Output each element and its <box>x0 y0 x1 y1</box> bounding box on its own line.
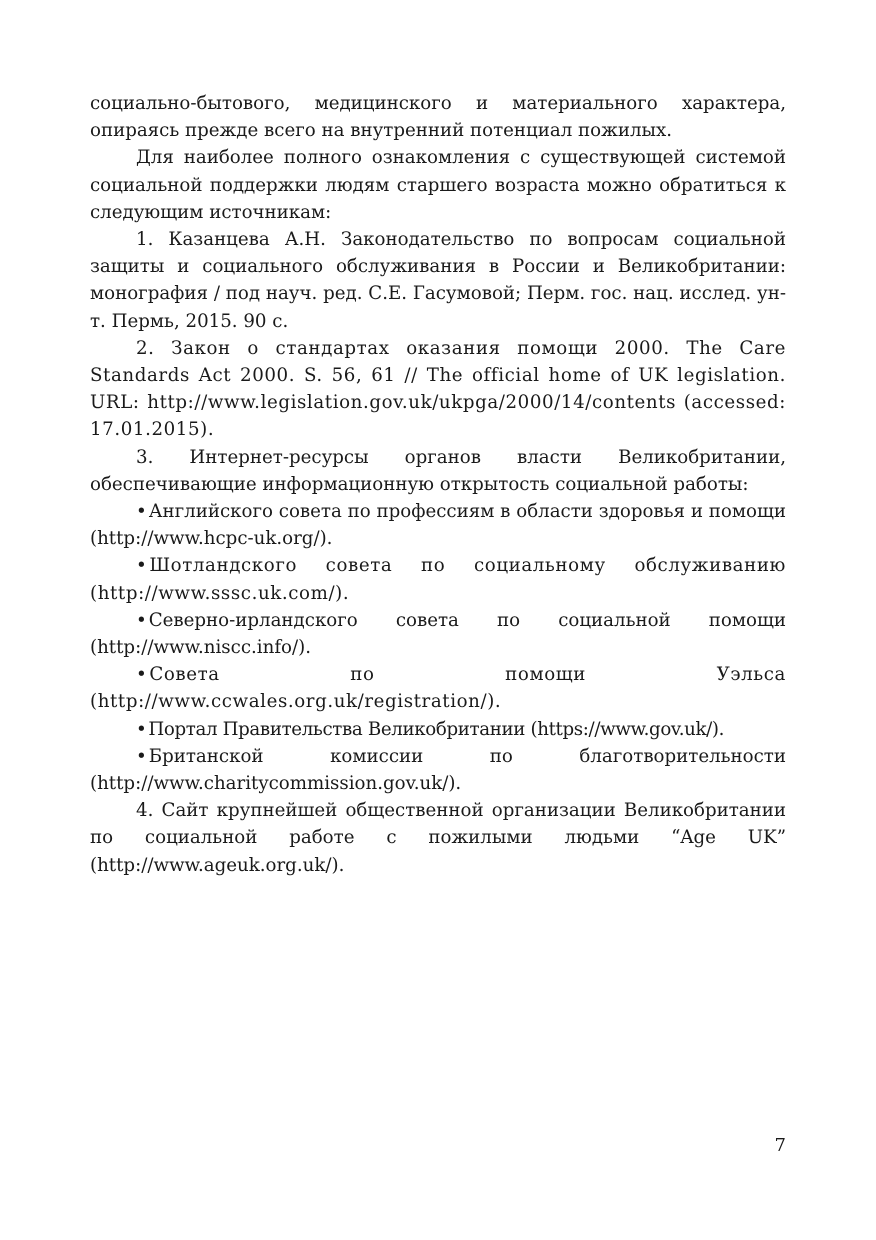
bullet-text: Английского совета по профессиям в области здоровья и помощи (http://www.hcpc-uk.org/). <box>90 501 786 550</box>
bullet-text: Северно-ирландского совета по социальной помощи (http://www.niscc.info/). <box>90 609 786 659</box>
bullet-icon: • <box>136 718 147 740</box>
bullet-item-sssc <box>90 552 786 606</box>
bullet-item-hcpc <box>90 498 786 552</box>
bullet-icon: • <box>136 745 147 767</box>
bullet-text: Шотландского совета по социальному обслуживанию (http://www.sssc.uk.com/). <box>90 555 786 604</box>
bullet-icon: • <box>136 664 148 686</box>
bullet-text: Портал Правительства Великобритании (https://www.gov.uk/). <box>148 718 725 740</box>
paragraph-continuation: социально-бытового, медицинского и материального характера, опираясь прежде всего на внутренний потенциал пожилых. <box>90 93 786 142</box>
reference-item-1: 1. Казанцева А.Н. Законодательство по вопросам социальной защиты и социального обслуживания в России и Великобритании: монография / под науч. ред. С.Е. Гасумовой; Перм. гос. нац. исслед. ун-т. Пермь, 2015. 90 с. <box>90 229 786 332</box>
bullet-text: Британской комиссии по благотворительности (http://www.charitycommission.gov.uk/). <box>90 745 786 795</box>
reference-item-2: 2. Закон о стандартах оказания помощи 2000. The Care Standards Act 2000. S. 56, 61 // The official home of UK legislation. URL: http://www.legislation.gov.uk/ukpga/2000/14/contents (accessed: 17.01.2015). <box>90 337 786 441</box>
reference-item-3: 3. Интернет-ресурсы органов власти Великобритании, обеспечивающие информационную открытость социальной работы: <box>90 446 786 495</box>
bullet-icon: • <box>136 555 148 577</box>
bullet-item-niscc <box>90 607 786 661</box>
reference-item-4: 4. Сайт крупнейшей общественной организации Великобритании по социальной работе с пожилыми людьми “Age UK” (http://www.ageuk.org.uk/). <box>90 800 786 876</box>
bullet-item-charity-commission <box>90 743 786 797</box>
bullet-icon: • <box>136 609 147 631</box>
bullet-item-ccwales <box>90 661 786 715</box>
page-number: 7 <box>774 1135 786 1156</box>
body-text <box>90 90 786 879</box>
bullet-icon: • <box>136 501 147 523</box>
bullet-item-gov-uk <box>90 716 786 743</box>
paragraph-intro: Для наиболее полного ознакомления с существующей системой социальной поддержки людям старшего возраста можно обратиться к следующим источникам: <box>90 147 786 223</box>
bullet-text: Совета по помощи Уэльса (http://www.ccwales.org.uk/registration/). <box>90 664 786 713</box>
